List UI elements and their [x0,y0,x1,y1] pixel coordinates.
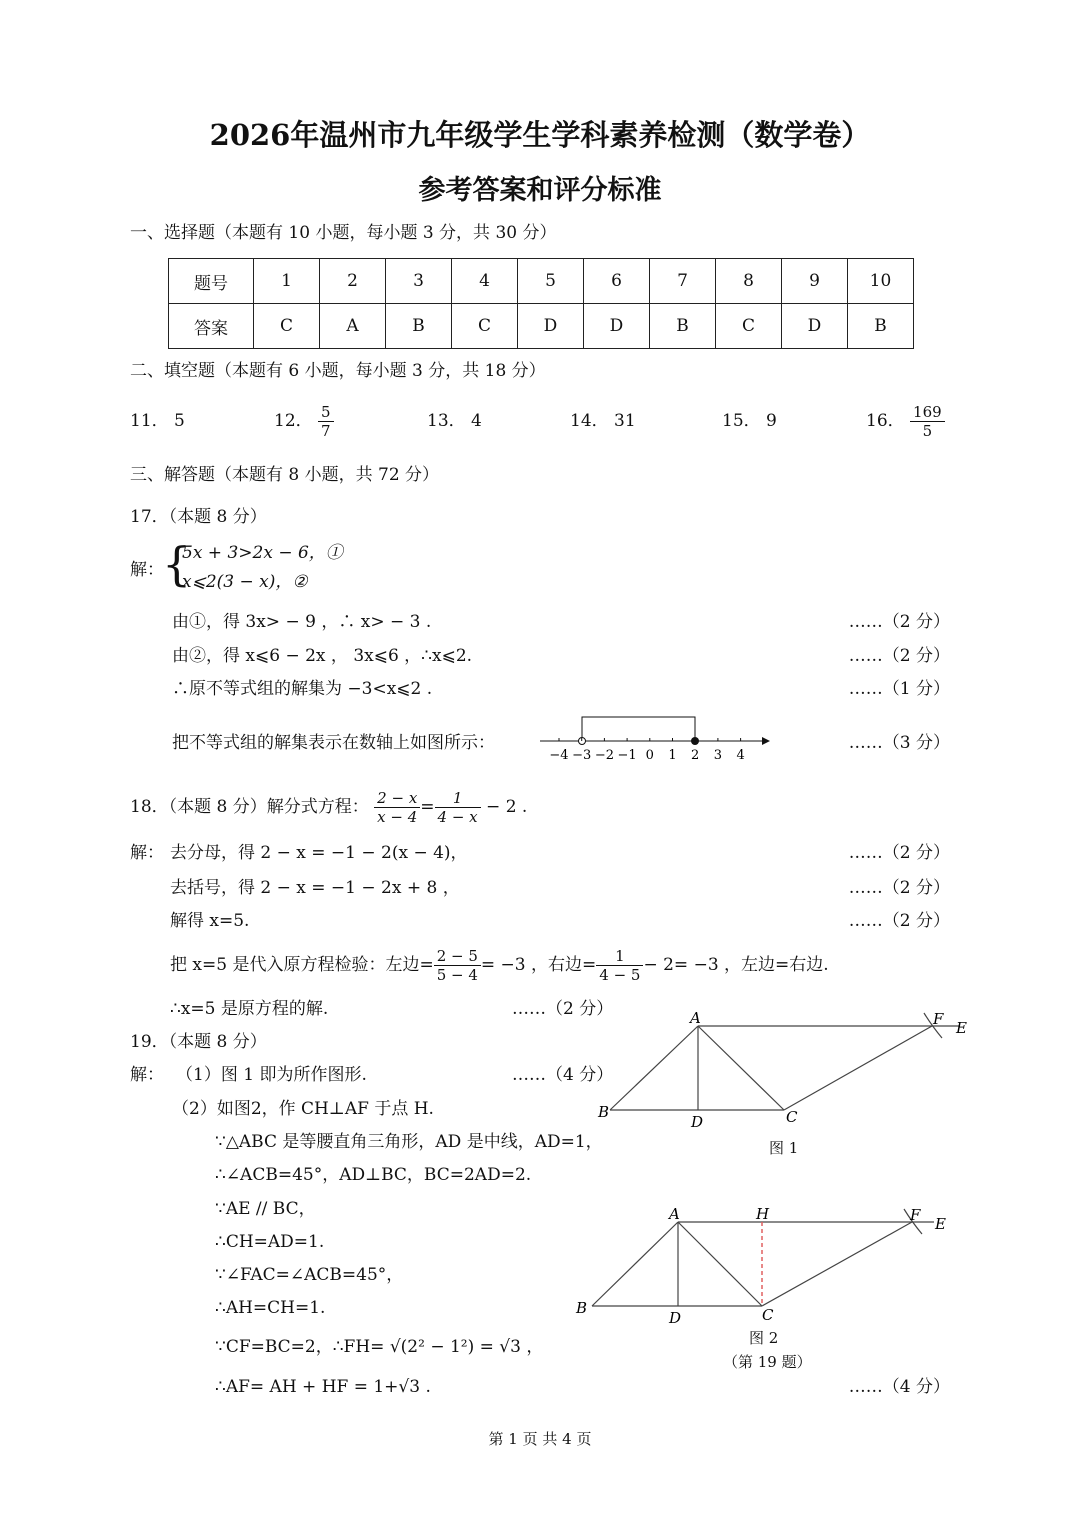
q18-conclusion: ∴x=5 是原方程的解. [170,999,329,1019]
q17-step-2: 由②，得 x⩽6 − 2x ， 3x⩽6 ，∴x⩽2. [172,646,473,666]
q19-step: ∴AF= AH + HF = 1+√3 . [215,1377,431,1397]
score-mark: ……（2 分） [848,911,950,931]
point-label-D: D [691,1113,704,1131]
arrow-head-icon [762,737,770,745]
q18-step-2: 去括号，得 2 − x = −1 − 2x + 8 ， [170,878,460,898]
q18-step-3: 解得 x=5. [170,911,250,931]
q19-step: ∴AH=CH=1. [215,1298,326,1318]
number-line-tick-label: 0 [645,748,654,763]
section3-heading: 三、解答题（本题有 8 小题，共 72 分） [130,465,440,485]
q19-step: ∴∠ACB=45°，AD⊥BC，BC=2AD=2. [215,1165,532,1185]
figure-note: （第 19 题） [723,1353,812,1371]
q17-jie: 解： [130,560,164,580]
number-line-tick-label: 3 [713,748,723,763]
table-cell: 7 [650,259,716,304]
point-label-H: H [756,1205,770,1223]
fraction: $\frac{1}{4 - 5}$ [596,947,643,984]
point-label-E: E [935,1215,946,1233]
table-cell: D [584,304,650,349]
number-line-tick-label: 1 [668,748,677,763]
q19-step: ∵CF=BC=2，∴FH= √(2² − 1²) = √3 ， [215,1337,544,1357]
score-mark: ……（2 分） [848,646,950,666]
score-mark: ……（2 分） [848,612,950,632]
system-brace: { [162,537,192,591]
number-line-tick-label: 2 [691,748,700,763]
score-mark: ……（4 分） [848,1377,950,1397]
score-mark: ……（3 分） [848,733,950,753]
answer-table [168,258,914,349]
table-cell: 8 [716,259,782,304]
table-cell: C [452,304,518,349]
q19-step: ∵∠FAC=∠ACB=45°， [215,1265,404,1285]
q18-jie: 解： [130,843,164,863]
table-row [169,259,914,304]
table-cell: A [320,304,386,349]
figure-1-caption: 图 1 [769,1139,799,1157]
q17-heading: 17．（本题 8 分） [130,507,267,527]
figure-2-caption: 图 2 [749,1329,779,1347]
q19-step: ∵△ABC 是等腰直角三角形，AD 是中线，AD=1， [215,1132,603,1152]
point-label-A: A [669,1205,680,1223]
fill-item-15: 15． 9 [722,411,777,431]
section1-heading: 一、选择题（本题有 10 小题，每小题 3 分，共 30 分） [130,223,557,243]
fill-item-11: 11． 5 [130,411,185,431]
point-label-F: F [933,1010,944,1028]
fraction: $\frac{1}{4 - x}$ [435,789,481,826]
point-label-B: B [576,1299,588,1317]
point-label-C: C [786,1108,798,1126]
fill-item-13: 13． 4 [427,411,482,431]
score-mark: ……（2 分） [848,878,950,898]
point-label-D: D [669,1309,682,1327]
table-cell: B [650,304,716,349]
fill-item-16: 16． $\frac{169}{5}$ [866,400,945,442]
q19-step: ∵AE // BC， [215,1199,316,1219]
number-line-figure [538,708,774,768]
fraction: $\frac{2 - x}{x - 4}$ [374,789,420,826]
score-mark: ……（2 分） [512,999,614,1019]
fraction: $\frac{2 - 5}{5 - 4}$ [434,947,481,984]
point-label-A: A [690,1009,701,1027]
table-cell: 3 [386,259,452,304]
score-mark: ……（2 分） [848,843,950,863]
table-row [169,304,914,349]
fraction: $\frac{169}{5}$ [910,403,945,440]
q17-step-1: 由①，得 3x> − 9 ，∴ x> − 3 . [172,612,432,632]
score-mark: ……（4 分） [512,1065,614,1085]
point-label-E: E [956,1019,967,1037]
table-cell: 10 [848,259,914,304]
number-line-tick-label: 4 [736,748,745,763]
table-cell: 5 [518,259,584,304]
table-row-label: 答案 [169,304,254,349]
q19-part-2: （2）如图2，作 CH⊥AF 于点 H. [172,1099,434,1119]
q17-inequality-2: x⩽2(3 − x)，② [182,572,308,592]
q18-step-1: 去分母，得 2 − x = −1 − 2(x − 4)， [170,843,468,863]
page-footer: 第 1 页 共 4 页 [488,1430,592,1448]
fill-item-12: 12． $\frac{5}{7}$ [274,400,334,442]
figure-1 [590,1008,980,1158]
page-title: 2026年温州市九年级学生学科素养检测（数学卷） [209,118,871,152]
point-label-F: F [910,1206,921,1224]
number-line-tick-label: −2 [594,748,614,763]
number-line-tick-label: −3 [572,748,592,763]
table-cell: 4 [452,259,518,304]
table-row-label: 题号 [169,259,254,304]
table-cell: 2 [320,259,386,304]
table-cell: 1 [254,259,320,304]
table-cell: B [848,304,914,349]
q17-inequality-1: 5x + 3>2x − 6，① [182,543,343,563]
score-mark: ……（1 分） [848,679,950,699]
q19-step: ∴CH=AD=1. [215,1232,325,1252]
q18-check: 把 x=5 是代入原方程检验：左边= $\frac{2 - 5}{5 - 4}$ = −3 ，右边= $\frac{1}{4 - 5}$ − 2= −3 ，左边=右边. [170,947,829,984]
figure-2 [572,1204,962,1329]
table-cell: D [782,304,848,349]
page-subtitle: 参考答案和评分标准 [418,175,662,206]
point-label-B: B [598,1103,610,1121]
number-line-tick-label: −4 [549,748,569,763]
fraction: $\frac{5}{7}$ [318,403,334,440]
point-label-C: C [762,1306,774,1324]
q18-heading: 18．（本题 8 分）解分式方程： $\frac{2 - x}{x - 4}$ = $\frac{1}{4 - x}$ − 2 . [130,789,528,826]
solution-bracket [582,717,695,741]
q17-step-3: ∴原不等式组的解集为 −3<x⩽2 . [172,679,433,699]
number-line-tick-label: −1 [617,748,637,763]
table-cell: C [254,304,320,349]
q19-jie: 解： [130,1065,164,1085]
table-cell: 9 [782,259,848,304]
table-cell: 6 [584,259,650,304]
table-cell: C [716,304,782,349]
q19-part-1: （1）图 1 即为所作图形. [176,1065,367,1085]
fill-item-14: 14． 31 [570,411,636,431]
table-cell: D [518,304,584,349]
table-cell: B [386,304,452,349]
section2-heading: 二、填空题（本题有 6 小题，每小题 3 分，共 18 分） [130,361,546,381]
q17-step-4: 把不等式组的解集表示在数轴上如图所示： [172,733,495,753]
q19-heading: 19．（本题 8 分） [130,1032,267,1052]
